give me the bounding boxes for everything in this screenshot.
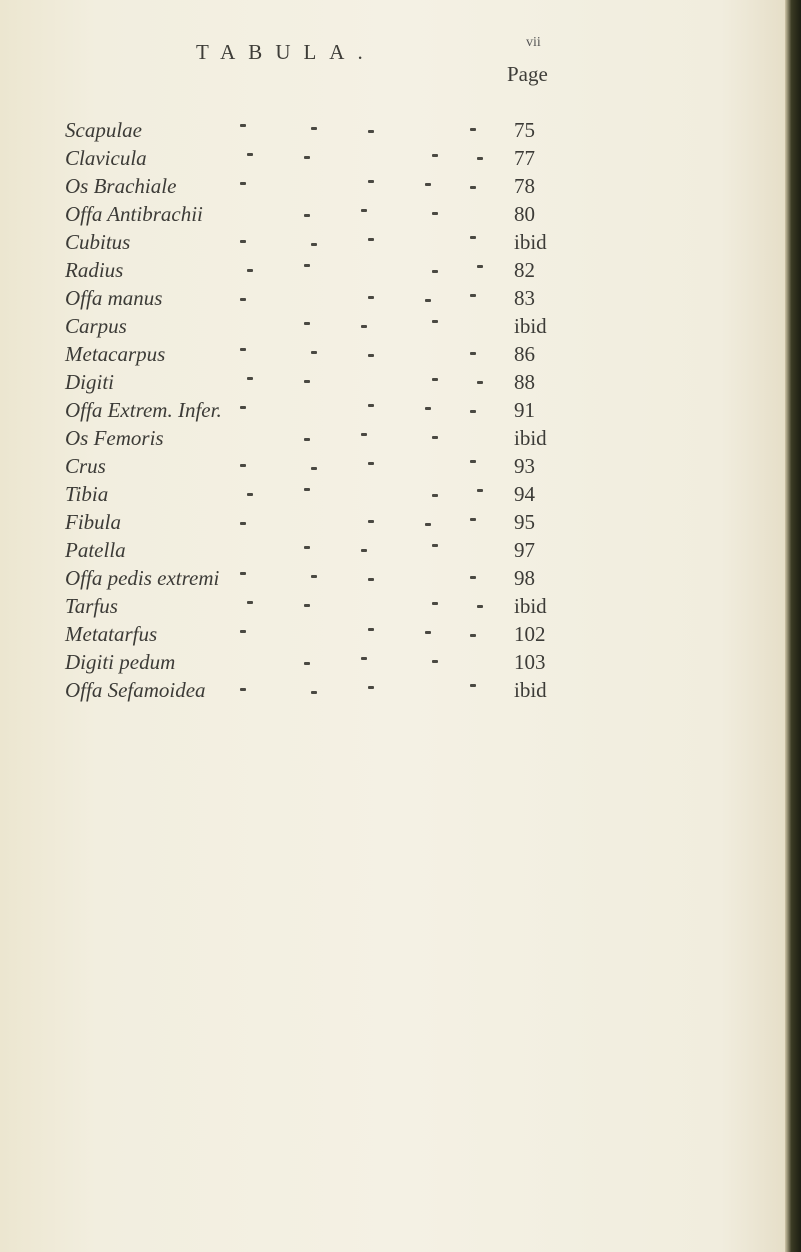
leader-dash	[311, 351, 317, 354]
contents-entry	[0, 200, 785, 228]
leader-dash	[311, 467, 317, 470]
entry-page: ibid	[514, 426, 547, 450]
leader-dash	[432, 436, 438, 439]
entry-name: Fibula	[65, 510, 121, 534]
leader-dash	[304, 662, 310, 665]
entry-name: Offa manus	[65, 286, 163, 310]
entry-page: 83	[514, 286, 535, 310]
entry-name: Clavicula	[65, 146, 147, 170]
entry-name: Scapulae	[65, 118, 142, 142]
leader-dash	[304, 488, 310, 491]
entry-page: 82	[514, 258, 535, 282]
entry-page: ibid	[514, 678, 547, 702]
entry-page: ibid	[514, 594, 547, 618]
leader-dash	[477, 265, 483, 268]
entry-name: Digiti	[65, 370, 115, 394]
entry-name: Patella	[65, 538, 126, 562]
leader-dash	[240, 240, 246, 243]
leader-dash	[470, 128, 476, 131]
leader-dash	[368, 238, 374, 241]
leader-dash	[470, 410, 476, 413]
leader-dash	[304, 264, 310, 267]
entry-page: 78	[514, 174, 535, 198]
leader-dash	[432, 154, 438, 157]
leader-dash	[425, 631, 431, 634]
leader-dash	[311, 575, 317, 578]
contents-entry	[0, 256, 785, 284]
leader-dash	[368, 462, 374, 465]
leader-dash	[240, 298, 246, 301]
entry-page: 97	[514, 538, 535, 562]
leader-dash	[432, 602, 438, 605]
entry-name: Offa Extrem. Infer.	[65, 398, 222, 422]
entry-name: Cubitus	[65, 230, 131, 254]
contents-entry	[0, 452, 785, 480]
contents-entry	[0, 228, 785, 256]
entry-name: Os Femoris	[65, 426, 164, 450]
entry-name: Offa pedis extremi	[65, 566, 220, 590]
leader-dash	[477, 381, 483, 384]
leader-dash	[477, 157, 483, 160]
leader-dash	[425, 299, 431, 302]
contents-entry	[0, 172, 785, 200]
entry-name: Tarfus	[65, 594, 118, 618]
entry-page: 77	[514, 146, 535, 170]
leader-dash	[304, 322, 310, 325]
entry-page: 94	[514, 482, 535, 506]
leader-dash	[361, 209, 367, 212]
leader-dash	[240, 630, 246, 633]
leader-dash	[432, 270, 438, 273]
entry-name: Metatarfus	[65, 622, 158, 646]
entry-name: Os Brachiale	[65, 174, 177, 198]
leader-dash	[470, 576, 476, 579]
leader-dash	[470, 634, 476, 637]
contents-entry	[0, 424, 785, 452]
leader-dash	[304, 604, 310, 607]
entry-page: 75	[514, 118, 535, 142]
entry-name: Radius	[65, 258, 124, 282]
leader-dash	[304, 380, 310, 383]
contents-entry	[0, 480, 785, 508]
leader-dash	[368, 180, 374, 183]
leader-dash	[247, 493, 253, 496]
leader-dash	[368, 354, 374, 357]
entry-page: 95	[514, 510, 535, 534]
leader-dash	[361, 657, 367, 660]
entry-page: 102	[514, 622, 546, 646]
entry-page: 98	[514, 566, 535, 590]
contents-entry	[0, 676, 785, 704]
leader-dash	[432, 494, 438, 497]
contents-entry	[0, 592, 785, 620]
contents-entry	[0, 396, 785, 424]
contents-entry	[0, 144, 785, 172]
leader-dash	[240, 688, 246, 691]
leader-dash	[304, 156, 310, 159]
leader-dash	[477, 605, 483, 608]
contents-entry	[0, 620, 785, 648]
entry-name: Crus	[65, 454, 106, 478]
contents-table	[0, 116, 785, 704]
leader-dash	[240, 522, 246, 525]
leader-dash	[247, 153, 253, 156]
entry-name: Carpus	[65, 314, 127, 338]
contents-entry	[0, 312, 785, 340]
leader-dash	[368, 520, 374, 523]
entry-page: 86	[514, 342, 535, 366]
entry-name: Digiti pedum	[65, 650, 176, 674]
entry-name: Offa Antibrachii	[65, 202, 203, 226]
leader-dash	[368, 578, 374, 581]
contents-entry	[0, 648, 785, 676]
page-column-label: Page	[507, 62, 548, 86]
leader-dash	[247, 377, 253, 380]
leader-dash	[432, 660, 438, 663]
leader-dash	[432, 544, 438, 547]
contents-entry	[0, 340, 785, 368]
leader-dash	[240, 182, 246, 185]
leader-dash	[470, 294, 476, 297]
entry-page: 93	[514, 454, 535, 478]
leader-dash	[311, 243, 317, 246]
leader-dash	[240, 124, 246, 127]
leader-dash	[368, 628, 374, 631]
entry-page: ibid	[514, 230, 547, 254]
leader-dash	[425, 523, 431, 526]
leader-dash	[361, 433, 367, 436]
leader-dash	[361, 325, 367, 328]
leader-dash	[432, 378, 438, 381]
entry-name: Metacarpus	[65, 342, 166, 366]
leader-dash	[432, 320, 438, 323]
entry-name: Tibia	[65, 482, 109, 506]
page-title: TABULA.	[196, 40, 376, 64]
leader-dash	[470, 352, 476, 355]
leader-dash	[470, 186, 476, 189]
entry-page: 103	[514, 650, 546, 674]
leader-dash	[240, 348, 246, 351]
contents-entry	[0, 368, 785, 396]
leader-dash	[240, 406, 246, 409]
leader-dash	[368, 686, 374, 689]
leader-dash	[247, 269, 253, 272]
leader-dash	[368, 296, 374, 299]
entry-page: 88	[514, 370, 535, 394]
leader-dash	[470, 684, 476, 687]
leader-dash	[470, 518, 476, 521]
entry-page: 91	[514, 398, 535, 422]
leader-dash	[368, 404, 374, 407]
leader-dash	[240, 572, 246, 575]
contents-entry	[0, 564, 785, 592]
leader-dash	[240, 464, 246, 467]
leader-dash	[477, 489, 483, 492]
leader-dash	[247, 601, 253, 604]
leader-dash	[311, 127, 317, 130]
entry-page: ibid	[514, 314, 547, 338]
folio-number: vii	[526, 35, 541, 50]
leader-dash	[304, 438, 310, 441]
contents-entry	[0, 284, 785, 312]
leader-dash	[432, 212, 438, 215]
leader-dash	[368, 130, 374, 133]
leader-dash	[304, 546, 310, 549]
entry-name: Offa Sefamoidea	[65, 678, 206, 702]
leader-dash	[304, 214, 310, 217]
leader-dash	[425, 183, 431, 186]
leader-dash	[470, 236, 476, 239]
entry-page: 80	[514, 202, 535, 226]
leader-dash	[425, 407, 431, 410]
leader-dash	[470, 460, 476, 463]
leader-dash	[361, 549, 367, 552]
page-edge	[785, 0, 801, 1252]
contents-entry	[0, 116, 785, 144]
leader-dash	[311, 691, 317, 694]
contents-entry	[0, 536, 785, 564]
contents-entry	[0, 508, 785, 536]
